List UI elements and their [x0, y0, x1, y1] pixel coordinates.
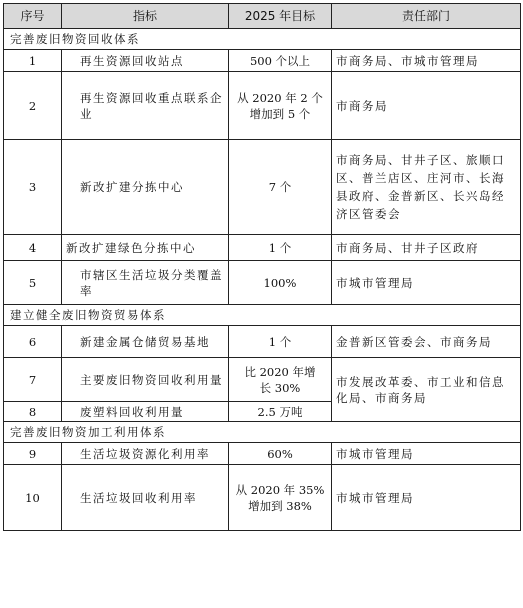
- row-target: 7 个: [229, 140, 332, 235]
- table-row: [4, 72, 521, 140]
- section-title: 完善废旧物资加工利用体系: [4, 422, 521, 443]
- section-row: [4, 29, 521, 50]
- row-dept: 市商务局、甘井子区、旅顺口区、普兰店区、庄河市、长海县政府、金普新区、长兴岛经济区管委会: [332, 140, 521, 235]
- row-dept: 市发展改革委、市工业和信息化局、市商务局: [332, 358, 521, 422]
- section-row: [4, 422, 521, 443]
- row-dept: 市商务局、市城市管理局: [332, 50, 521, 72]
- header-dept: 责任部门: [332, 4, 521, 29]
- row-target: 1 个: [229, 235, 332, 261]
- row-indicator: 废塑料回收利用量: [62, 402, 229, 422]
- row-dept: 市城市管理局: [332, 261, 521, 305]
- row-no: 3: [4, 140, 62, 235]
- header-indicator: 指标: [62, 4, 229, 29]
- row-indicator: 市辖区生活垃圾分类覆盖率: [62, 261, 229, 305]
- row-target: 2.5 万吨: [229, 402, 332, 422]
- row-no: 2: [4, 72, 62, 140]
- table-row: [4, 443, 521, 465]
- table-row: [4, 465, 521, 531]
- row-indicator: 新改扩建分拣中心: [62, 140, 229, 235]
- section-row: [4, 305, 521, 326]
- row-no: 10: [4, 465, 62, 531]
- row-no: 5: [4, 261, 62, 305]
- table-header-row: [4, 4, 521, 29]
- section-title: 建立健全废旧物资贸易体系: [4, 305, 521, 326]
- row-no: 1: [4, 50, 62, 72]
- row-dept: 市城市管理局: [332, 465, 521, 531]
- row-indicator: 生活垃圾回收利用率: [62, 465, 229, 531]
- table-row: [4, 326, 521, 358]
- header-target: 2025 年目标: [229, 4, 332, 29]
- header-no: 序号: [4, 4, 62, 29]
- row-target: 100%: [229, 261, 332, 305]
- row-indicator: 生活垃圾资源化利用率: [62, 443, 229, 465]
- row-no: 7: [4, 358, 62, 402]
- row-dept: 市商务局、甘井子区政府: [332, 235, 521, 261]
- row-dept: 市城市管理局: [332, 443, 521, 465]
- row-indicator: 再生资源回收站点: [62, 50, 229, 72]
- row-target: 1 个: [229, 326, 332, 358]
- row-target: 500 个以上: [229, 50, 332, 72]
- row-no: 8: [4, 402, 62, 422]
- row-target: 60%: [229, 443, 332, 465]
- row-indicator: 主要废旧物资回收利用量: [62, 358, 229, 402]
- row-no: 6: [4, 326, 62, 358]
- row-dept: 金普新区管委会、市商务局: [332, 326, 521, 358]
- row-no: 9: [4, 443, 62, 465]
- row-target: 从 2020 年 2 个增加到 5 个: [229, 72, 332, 140]
- table-row: [4, 140, 521, 235]
- row-indicator: 再生资源回收重点联系企业: [62, 72, 229, 140]
- table-row: [4, 235, 521, 261]
- row-dept: 市商务局: [332, 72, 521, 140]
- row-no: 4: [4, 235, 62, 261]
- table-row: [4, 261, 521, 305]
- row-indicator: 新改扩建绿色分拣中心: [62, 235, 229, 261]
- row-indicator: 新建金属仓储贸易基地: [62, 326, 229, 358]
- row-target: 比 2020 年增长 30%: [229, 358, 332, 402]
- section-title: 完善废旧物资回收体系: [4, 29, 521, 50]
- table-row: [4, 50, 521, 72]
- row-target: 从 2020 年 35%增加到 38%: [229, 465, 332, 531]
- table-row: [4, 358, 521, 402]
- targets-table: [3, 3, 521, 531]
